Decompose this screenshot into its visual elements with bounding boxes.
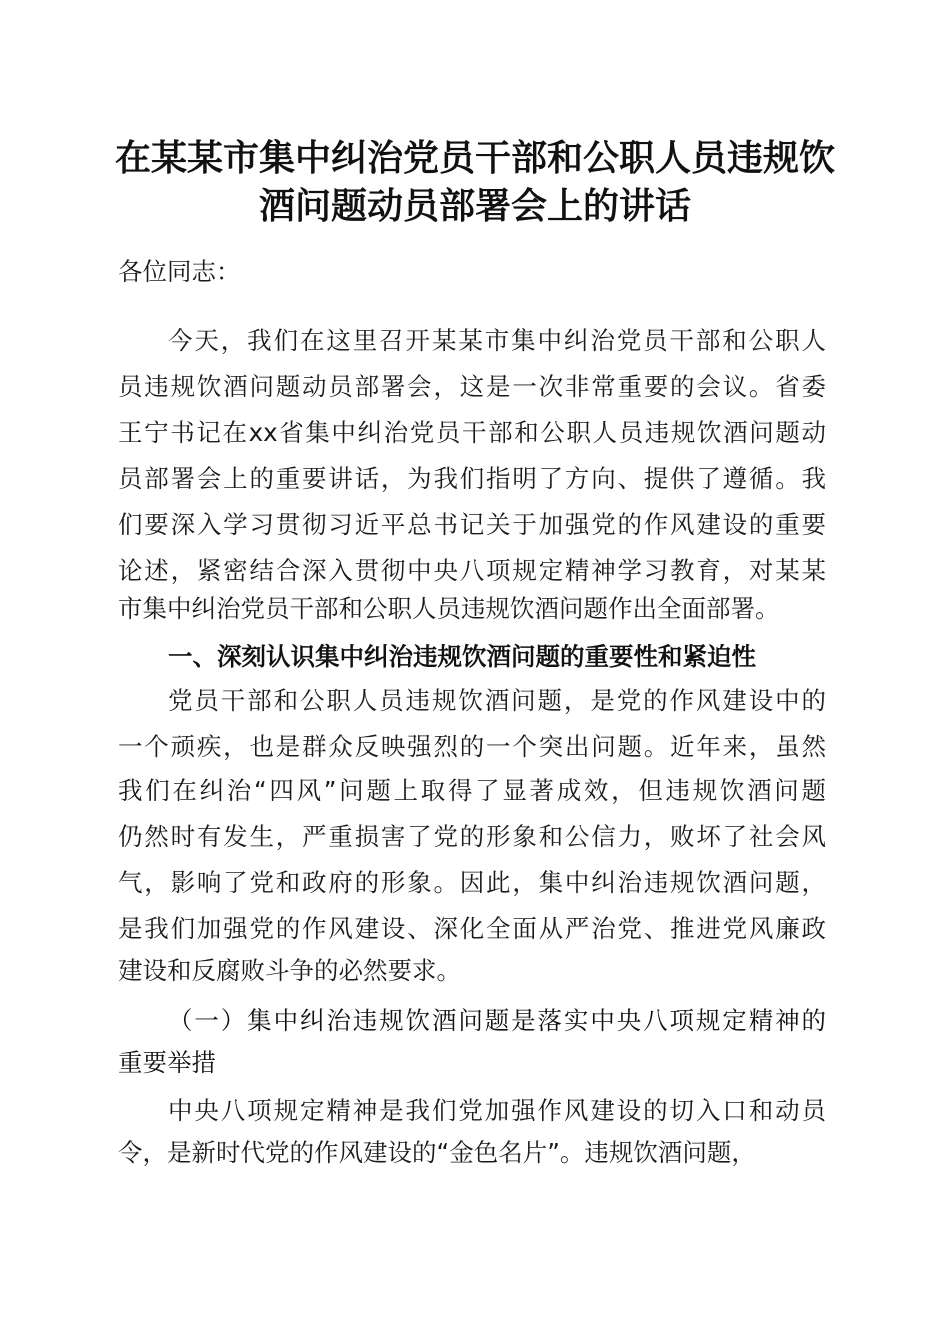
document-title-line-1: 在某某市集中纠治党员干部和公职人员违规饮 xyxy=(114,137,835,179)
paragraph-1-line: 们要深入学习贯彻习近平总书记关于加强党的作风建设的重要 xyxy=(118,510,826,539)
subheading-1-line-1: （一）集中纠治违规饮酒问题是落实中央八项规定精神的 xyxy=(168,1006,826,1035)
paragraph-2-line: 党员干部和公职人员违规饮酒问题，是党的作风建设中的 xyxy=(168,686,826,715)
paragraph-2-line: 建设和反腐败斗争的必然要求。 xyxy=(118,956,461,985)
paragraph-1-line: 员违规饮酒问题动员部署会，这是一次非常重要的会议。省委 xyxy=(118,372,826,401)
document-title-line-2: 酒问题动员部署会上的讲话 xyxy=(258,185,691,227)
paragraph-2-line: 是我们加强党的作风建设、深化全面从严治党、推进党风廉政 xyxy=(118,914,826,943)
paragraph-2-line: 仍然时有发生，严重损害了党的形象和公信力，败坏了社会风 xyxy=(118,822,826,851)
paragraph-1-line: 员部署会上的重要讲话，为我们指明了方向、提供了遵循。我 xyxy=(118,464,826,493)
section-heading-1: 一、深刻认识集中纠治违规饮酒问题的重要性和紧迫性 xyxy=(168,642,756,671)
paragraph-1-line: 今天，我们在这里召开某某市集中纠治党员干部和公职人 xyxy=(168,326,826,355)
paragraph-2-line: 一个顽疾，也是群众反映强烈的一个突出问题。近年来，虽然 xyxy=(118,732,826,761)
subheading-1-line-2: 重要举措 xyxy=(118,1048,216,1077)
paragraph-1-line: 论述，紧密结合深入贯彻中央八项规定精神学习教育，对某某 xyxy=(118,556,826,585)
paragraph-1-line: 王宁书记在xx省集中纠治党员干部和公职人员违规饮酒问题动 xyxy=(118,418,826,447)
paragraph-2-line: 气，影响了党和政府的形象。因此，集中纠治违规饮酒问题， xyxy=(118,868,826,897)
paragraph-2-line: 我们在纠治“四风”问题上取得了显著成效，但违规饮酒问题 xyxy=(118,776,826,805)
paragraph-3-line: 令，是新时代党的作风建设的“金色名片”。违规饮酒问题， xyxy=(118,1138,756,1167)
salutation: 各位同志： xyxy=(118,257,241,286)
paragraph-1-line: 市集中纠治党员干部和公职人员违规饮酒问题作出全面部署。 xyxy=(118,594,780,623)
paragraph-3-line: 中央八项规定精神是我们党加强作风建设的切入口和动员 xyxy=(168,1096,826,1125)
